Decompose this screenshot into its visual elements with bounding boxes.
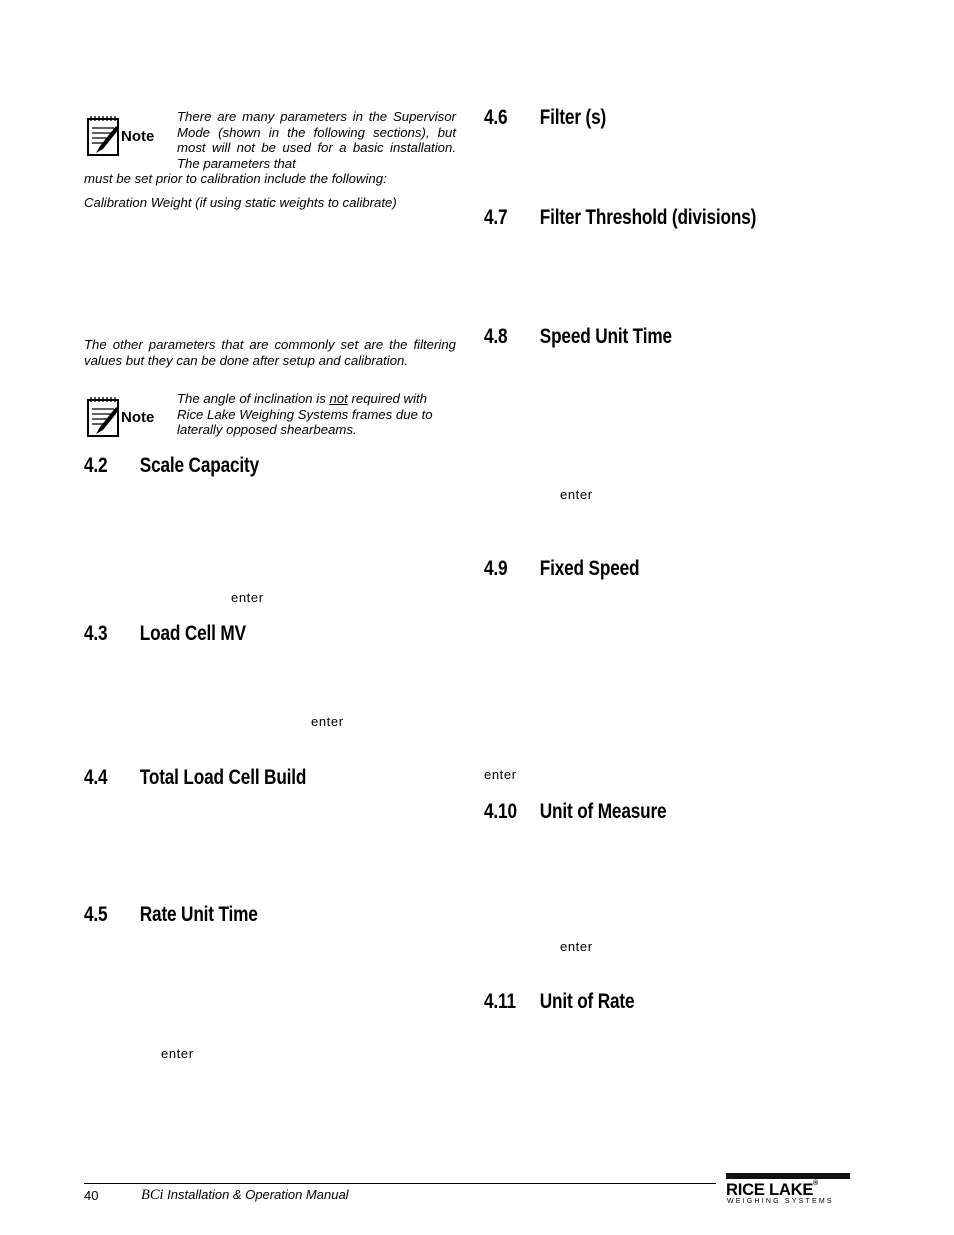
rice-lake-logo: RICE LAKE® WEIGHING SYSTEMS bbox=[724, 1173, 854, 1207]
section-heading-4-7: 4.7 Filter Threshold (divisions) bbox=[484, 206, 757, 229]
footer-rule bbox=[84, 1183, 716, 1184]
section-heading-4-8: 4.8 Speed Unit Time bbox=[484, 325, 672, 348]
page-number: 40 bbox=[84, 1188, 99, 1203]
enter-key-label: enter bbox=[560, 487, 593, 502]
note-icon bbox=[86, 116, 166, 160]
enter-key-label: enter bbox=[161, 1046, 194, 1061]
note-icon bbox=[86, 397, 166, 441]
enter-key-label: enter bbox=[231, 590, 264, 605]
section-heading-4-10: 4.10 Unit of Measure bbox=[484, 800, 667, 823]
note-label: Note bbox=[121, 128, 155, 145]
enter-key-label: enter bbox=[311, 714, 344, 729]
enter-key-label: enter bbox=[560, 939, 593, 954]
enter-key-label: enter bbox=[484, 767, 517, 782]
note-label: Note bbox=[121, 409, 155, 426]
calibration-weight-item: Calibration Weight (if using static weights to calibrate) bbox=[84, 195, 397, 210]
section-heading-4-11: 4.11 Unit of Rate bbox=[484, 990, 635, 1013]
section-heading-4-5: 4.5 Rate Unit Time bbox=[84, 903, 258, 926]
manual-title: BCi Installation & Operation Manual bbox=[141, 1187, 349, 1203]
note-text-inclination: The angle of inclination is not required with Rice Lake Weighing Systems frames due to laterally opposed shearbeams. bbox=[177, 391, 433, 437]
section-heading-4-3: 4.3 Load Cell MV bbox=[84, 622, 246, 645]
other-parameters-text: The other parameters that are commonly set are the filtering values but they can be done after setup and calibration. bbox=[84, 337, 456, 368]
section-heading-4-6: 4.6 Filter (s) bbox=[484, 106, 607, 129]
section-heading-4-2: 4.2 Scale Capacity bbox=[84, 454, 260, 477]
section-heading-4-4: 4.4 Total Load Cell Build bbox=[84, 766, 307, 789]
note-text-parameters: There are many parameters in the Supervisor Mode (shown in the following sections), but most will not be used for a basic installation. The parameters that bbox=[177, 109, 456, 171]
note-text-parameters-last: must be set prior to calibration include the following: bbox=[84, 171, 387, 186]
section-heading-4-9: 4.9 Fixed Speed bbox=[484, 557, 640, 580]
